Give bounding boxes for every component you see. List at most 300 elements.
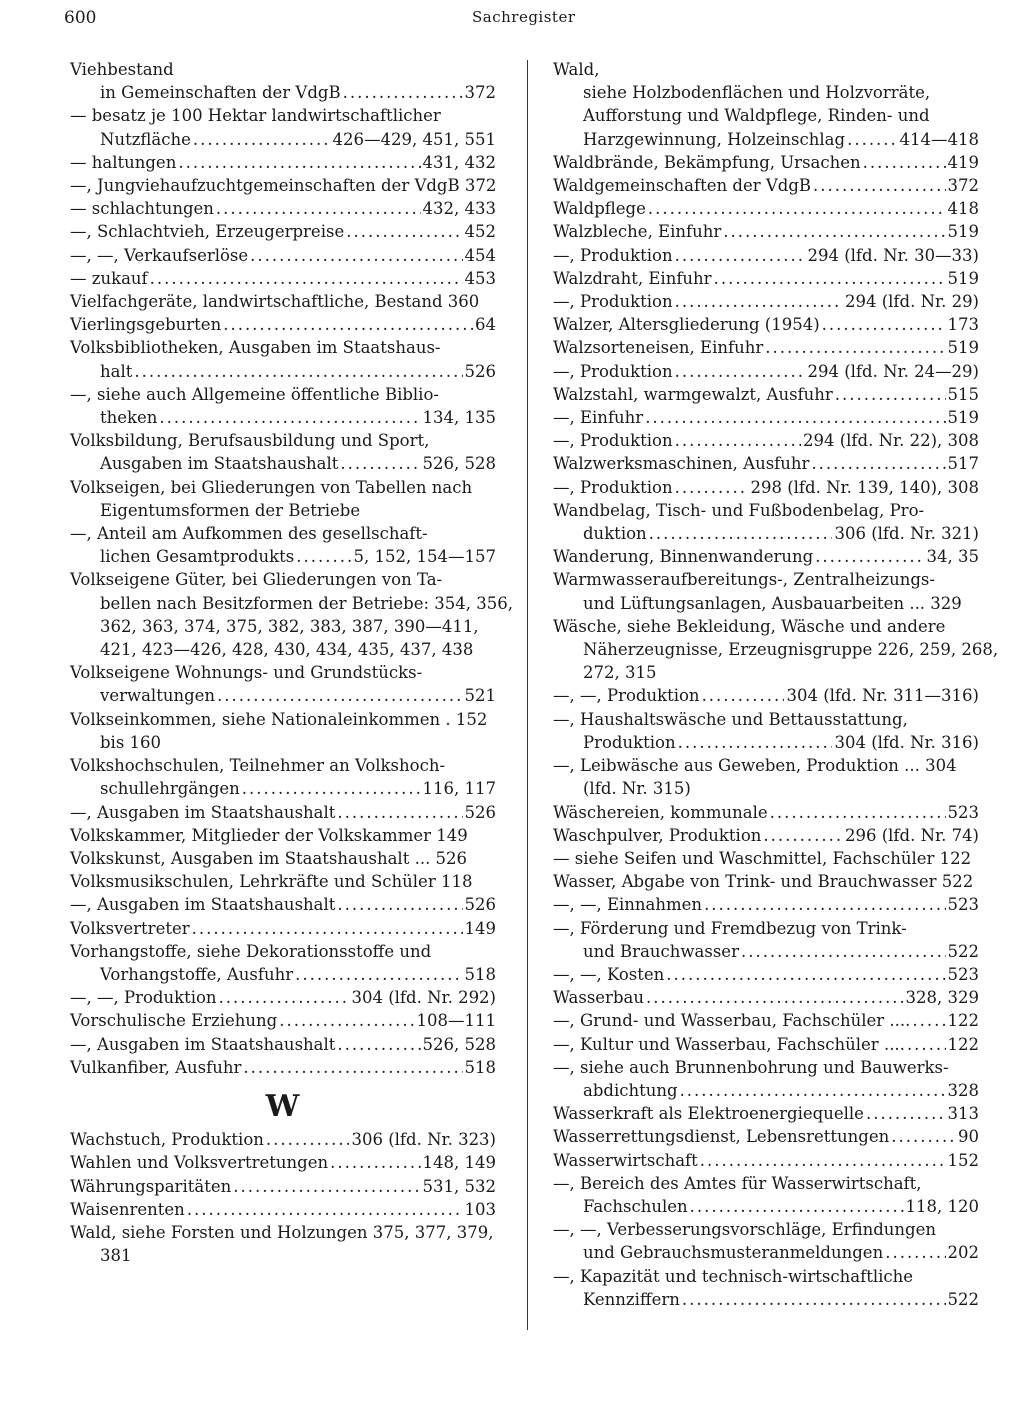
entry-text: Waldbrände, Bekämpfung, Ursachen: [553, 152, 861, 172]
leader-dots: [150, 267, 463, 290]
index-line: [553, 1125, 979, 1148]
index-line: [70, 476, 496, 499]
entry-text: Vorhangstoffe, siehe Dekorationsstoffe und: [70, 941, 432, 961]
index-line: [553, 940, 979, 963]
index-line: [553, 1009, 979, 1032]
index-line: [553, 313, 979, 336]
entry-text: —, —, Produktion: [70, 988, 217, 1008]
entry-text: bis 160: [100, 732, 162, 752]
index-line: [70, 847, 496, 870]
page-reference: 116, 117: [422, 779, 496, 799]
page-reference: 518: [464, 964, 496, 984]
index-line: [70, 917, 496, 940]
leader-dots: [675, 290, 843, 313]
index-entry: [70, 197, 496, 220]
entry-text: Vorschulische Erziehung: [70, 1011, 278, 1031]
index-line: [553, 870, 979, 893]
leader-dots: [337, 893, 462, 916]
entry-text: Volkseigen, bei Gliederungen von Tabellen nach: [70, 477, 473, 497]
index-line: [553, 986, 979, 1009]
entry-text: Eigentumsformen der Betriebe: [100, 500, 361, 520]
index-line: [553, 754, 979, 777]
page-reference: 519: [947, 268, 979, 288]
entry-text: Volkskunst, Ausgaben im Staatshaushalt ... 526: [70, 848, 468, 868]
entry-text: Walzsorteneisen, Einfuhr: [553, 338, 764, 358]
page-reference: 296 (lfd. Nr. 74): [844, 825, 979, 845]
index-line: [70, 615, 496, 638]
leader-dots: [219, 986, 350, 1009]
index-line: [70, 731, 496, 754]
page-reference: 304 (lfd. Nr. 292): [351, 988, 496, 1008]
index-entry: [553, 963, 979, 986]
index-entry: [553, 151, 979, 174]
index-line: [553, 615, 979, 638]
leader-dots: [279, 1009, 414, 1032]
index-line: [70, 313, 496, 336]
index-line: [553, 151, 979, 174]
leader-dots: [296, 545, 351, 568]
entry-text: Wachstuch, Produktion: [70, 1130, 264, 1150]
entry-text: Volkseigene Güter, bei Gliederungen von Ta-: [70, 570, 443, 590]
entry-text: Volkseinkommen, siehe Nationaleinkommen . 152: [70, 709, 488, 729]
index-entry: [553, 476, 979, 499]
index-entry: [70, 847, 496, 870]
index-entry: [70, 476, 496, 522]
entry-text: —, Produktion: [553, 245, 673, 265]
index-line: [553, 244, 979, 267]
leader-dots: [682, 1288, 946, 1311]
leader-dots: [723, 220, 945, 243]
leader-dots: [912, 1009, 945, 1032]
index-entry: [70, 58, 496, 104]
index-line: [553, 847, 979, 870]
index-line: [70, 754, 496, 777]
entry-text: Wasserwirtschaft: [553, 1150, 698, 1170]
index-line: [553, 1149, 979, 1172]
leader-dots: [233, 1175, 420, 1198]
index-line: [70, 383, 496, 406]
entry-text: Volksbibliotheken, Ausgaben im Staatshaus-: [70, 338, 441, 358]
entry-text: —, Kapazität und technisch-wirtschaftliche: [553, 1266, 914, 1286]
index-line: [553, 917, 979, 940]
page-reference: 34, 35: [926, 547, 979, 567]
index-entry: [70, 917, 496, 940]
leader-dots: [763, 824, 843, 847]
entry-text: —, Förderung und Fremdbezug von Trink-: [553, 918, 907, 938]
index-entry: [553, 1125, 979, 1148]
index-line: [70, 963, 496, 986]
page-reference: 522: [947, 1289, 979, 1309]
index-entry: [553, 847, 979, 870]
page-reference: 526, 528: [422, 1034, 496, 1054]
page-reference: 306 (lfd. Nr. 323): [351, 1130, 496, 1150]
index-line: [70, 128, 496, 151]
index-entry: [70, 1151, 496, 1174]
running-head: Sachregister: [472, 8, 576, 26]
index-entry: [70, 244, 496, 267]
index-line: [553, 1102, 979, 1125]
index-line: [553, 174, 979, 197]
index-line: [553, 1265, 979, 1288]
index-line: [553, 545, 979, 568]
entry-text: Volkshochschulen, Teilnehmer an Volkshoch-: [70, 756, 446, 776]
entry-text: Waldpflege: [553, 199, 646, 219]
leader-dots: [192, 917, 463, 940]
index-entry: [553, 383, 979, 406]
page-reference: 313: [947, 1104, 979, 1124]
index-entry: [553, 1149, 979, 1172]
entry-text: Warmwasseraufbereitungs-, Zentralheizungs-: [553, 570, 935, 590]
page-reference: 519: [947, 338, 979, 358]
index-line: [553, 661, 979, 684]
index-line: [70, 1151, 496, 1174]
entry-text: — besatz je 100 Hektar landwirtschaftlicher: [70, 106, 441, 126]
page-reference: 5, 152, 154—157: [353, 547, 496, 567]
index-line: [70, 940, 496, 963]
index-line: [70, 290, 496, 313]
page-reference: 202: [947, 1243, 979, 1263]
entry-text: Währungsparitäten: [70, 1176, 232, 1196]
index-line: [553, 81, 979, 104]
index-entry: [553, 568, 979, 614]
index-entry: [553, 1033, 979, 1056]
page-reference: 523: [947, 895, 979, 915]
index-line: [70, 429, 496, 452]
entry-text: —, Haushaltswäsche und Bettausstattung,: [553, 709, 908, 729]
entry-text: —, Bereich des Amtes für Wasserwirtschaft,: [553, 1173, 922, 1193]
leader-dots: [847, 128, 897, 151]
index-line: [553, 592, 979, 615]
page-reference: 108—111: [416, 1011, 496, 1031]
entry-text: Wäsche, siehe Bekleidung, Wäsche und andere: [553, 616, 946, 636]
index-line: [553, 684, 979, 707]
entry-text: —, Jungviehaufzuchtgemeinschaften der VdgB 372: [70, 176, 497, 196]
leader-dots: [646, 986, 904, 1009]
entry-text: —, Kultur und Wasserbau, Fachschüler ....: [553, 1034, 905, 1054]
page-reference: 149: [464, 918, 496, 938]
index-entry: [553, 893, 979, 916]
entry-text: Wasserrettungsdienst, Lebensrettungen: [553, 1127, 890, 1147]
leader-dots: [216, 197, 421, 220]
index-line: [553, 963, 979, 986]
index-line: [70, 104, 496, 127]
leader-dots: [217, 684, 462, 707]
index-line: [70, 220, 496, 243]
entry-text: Walzwerksmaschinen, Ausfuhr: [553, 454, 810, 474]
page-reference: 521: [464, 686, 496, 706]
page-reference: 523: [947, 964, 979, 984]
column-divider: [527, 60, 528, 1330]
index-entry: [553, 1218, 979, 1264]
page-reference: 419: [947, 152, 979, 172]
leader-dots: [193, 128, 331, 151]
index-line: [553, 1056, 979, 1079]
index-line: [70, 151, 496, 174]
entry-text: 272, 315: [583, 663, 657, 683]
index-line: [553, 1033, 979, 1056]
page-reference: 64: [475, 315, 496, 335]
index-line: [70, 1033, 496, 1056]
index-line: [553, 1288, 979, 1311]
index-entry: [70, 1033, 496, 1056]
index-line: [553, 104, 979, 127]
entry-text: Volkseigene Wohnungs- und Grundstücks-: [70, 663, 423, 683]
index-line: [553, 1172, 979, 1195]
index-list-w-continued: [553, 58, 999, 1311]
entry-text: duktion: [583, 524, 647, 544]
leader-dots: [885, 1241, 945, 1264]
entry-text: — schlachtungen: [70, 199, 214, 219]
index-line: [70, 1128, 496, 1151]
entry-text: —, Produktion: [553, 361, 673, 381]
leader-dots: [223, 313, 473, 336]
page-reference: 304 (lfd. Nr. 311—316): [786, 686, 979, 706]
leader-dots: [765, 336, 945, 359]
entry-text: —, —, Einnahmen: [553, 895, 703, 915]
index-line: [553, 1218, 979, 1241]
page-reference: 526: [464, 802, 496, 822]
index-list-v: [70, 58, 514, 1079]
leader-dots: [675, 476, 749, 499]
index-entry: [553, 499, 979, 545]
entry-text: Waschpulver, Produktion: [553, 825, 762, 845]
leader-dots: [863, 151, 946, 174]
index-entry: [70, 661, 496, 707]
page-reference: 372: [947, 176, 979, 196]
index-entry: [70, 986, 496, 1009]
entry-text: abdichtung: [583, 1080, 678, 1100]
entry-text: Vorhangstoffe, Ausfuhr: [100, 964, 294, 984]
leader-dots: [815, 545, 924, 568]
page-reference: 328, 329: [905, 988, 979, 1008]
page-reference: 531, 532: [422, 1176, 496, 1196]
index-entry: [553, 708, 979, 754]
index-line: [553, 360, 979, 383]
leader-dots: [835, 383, 946, 406]
leader-dots: [187, 1198, 463, 1221]
index-column-right: [553, 58, 999, 1311]
index-line: [70, 267, 496, 290]
index-line: [553, 128, 979, 151]
entry-text: —, Ausgaben im Staatshaushalt: [70, 802, 336, 822]
index-line: [553, 708, 979, 731]
leader-dots: [295, 963, 462, 986]
index-list-w: [70, 1128, 496, 1267]
entry-text: siehe Holzbodenflächen und Holzvorräte,: [583, 83, 931, 103]
index-line: [553, 1195, 979, 1218]
index-line: [70, 58, 496, 81]
index-entry: [553, 1009, 979, 1032]
index-line: [70, 824, 496, 847]
entry-text: Wald,: [553, 60, 600, 79]
index-line: [553, 893, 979, 916]
entry-text: —, Schlachtvieh, Erzeugerpreise: [70, 222, 345, 242]
page-reference: 526, 528: [422, 454, 496, 474]
index-entry: [553, 58, 979, 151]
index-line: [70, 1198, 496, 1221]
index-entry: [70, 893, 496, 916]
index-line: [553, 777, 979, 800]
entry-text: Waldgemeinschaften der VdgB: [553, 176, 812, 196]
entry-text: Wasserkraft als Elektroenergiequelle: [553, 1104, 864, 1124]
leader-dots: [714, 267, 946, 290]
index-line: [70, 708, 496, 731]
entry-text: Wäschereien, kommunale: [553, 802, 768, 822]
leader-dots: [250, 244, 462, 267]
leader-dots: [811, 452, 945, 475]
entry-text: Walzbleche, Einfuhr: [553, 222, 722, 242]
entry-text: bellen nach Besitzformen der Betriebe: 354, 356,: [100, 593, 514, 613]
index-entry: [70, 151, 496, 174]
entry-text: 381: [100, 1246, 132, 1266]
index-entry: [70, 801, 496, 824]
index-line: [70, 568, 496, 591]
page-reference: 152: [947, 1150, 979, 1170]
entry-text: —, —, Verbesserungsvorschläge, Erfindungen: [553, 1220, 936, 1240]
index-entry: [553, 801, 979, 824]
index-line: [70, 197, 496, 220]
leader-dots: [690, 1195, 904, 1218]
index-entry: [70, 174, 496, 197]
index-line: [553, 1241, 979, 1264]
page-reference: 454: [464, 245, 496, 265]
index-entry: [70, 267, 496, 290]
entry-text: in Gemeinschaften der VdgB: [100, 83, 341, 103]
entry-text: Volksmusikschulen, Lehrkräfte und Schüler 118: [70, 872, 473, 892]
index-line: [70, 801, 496, 824]
entry-text: Volksbildung, Berufsausbildung und Sport,: [70, 431, 430, 451]
page-number: 600: [64, 8, 97, 28]
entry-text: theken: [100, 408, 158, 428]
index-line: [553, 731, 979, 754]
entry-text: —, Leibwäsche aus Geweben, Produktion ... 304: [553, 756, 957, 776]
leader-dots: [741, 940, 946, 963]
page-reference: 414—418: [899, 129, 979, 149]
entry-text: und Lüftungsanlagen, Ausbauarbeiten ... 329: [583, 593, 962, 613]
entry-text: Fachschulen: [583, 1196, 688, 1216]
index-line: [70, 1056, 496, 1079]
entry-text: Vielfachgeräte, landwirtschaftliche, Bestand 360: [70, 292, 480, 312]
entry-text: Walzstahl, warmgewalzt, Ausfuhr: [553, 384, 833, 404]
index-entry: [70, 220, 496, 243]
entry-text: Wald, siehe Forsten und Holzungen 375, 377, 379,: [70, 1222, 494, 1242]
leader-dots: [675, 244, 806, 267]
index-line: [70, 336, 496, 359]
entry-text: Ausgaben im Staatshaushalt: [100, 454, 339, 474]
leader-dots: [678, 731, 833, 754]
index-line: [70, 244, 496, 267]
entry-text: —, siehe auch Brunnenbohrung und Bauwerks-: [553, 1057, 949, 1077]
page-reference: 426—429, 451, 551: [332, 129, 496, 149]
page-reference: 294 (lfd. Nr. 24—29): [807, 361, 979, 381]
index-entry: [70, 290, 496, 313]
page-reference: 134, 135: [422, 408, 496, 428]
index-entry: [70, 522, 496, 568]
index-line: [70, 777, 496, 800]
entry-text: —, —, Verkaufserlöse: [70, 245, 249, 265]
leader-dots: [178, 151, 420, 174]
index-entry: [553, 684, 979, 707]
index-entry: [70, 429, 496, 475]
page-reference: 526: [464, 361, 496, 381]
index-entry: [553, 313, 979, 336]
index-line: [70, 499, 496, 522]
page-reference: 432, 433: [422, 199, 496, 219]
page-reference: 522: [947, 941, 979, 961]
page-reference: 519: [947, 408, 979, 428]
index-entry: [70, 1009, 496, 1032]
entry-text: halt: [100, 361, 133, 381]
index-entry: [70, 1221, 496, 1267]
entry-text: verwaltungen: [100, 686, 216, 706]
page-reference: 518: [464, 1057, 496, 1077]
index-entry: [553, 197, 979, 220]
leader-dots: [822, 313, 946, 336]
entry-text: —, Produktion: [553, 292, 673, 312]
leader-dots: [340, 452, 420, 475]
index-line: [553, 452, 979, 475]
page-reference: 452: [464, 222, 496, 242]
index-line: [70, 592, 514, 615]
index-entry: [553, 870, 979, 893]
entry-text: Volkskammer, Mitglieder der Volkskammer 149: [70, 825, 468, 845]
leader-dots: [648, 197, 946, 220]
index-entry: [553, 336, 979, 359]
entry-text: —, —, Kosten: [553, 964, 665, 984]
leader-dots: [770, 801, 946, 824]
page-reference: 515: [947, 384, 979, 404]
leader-dots: [159, 406, 420, 429]
entry-text: 362, 363, 374, 375, 382, 383, 387, 390—411,: [100, 616, 479, 636]
leader-dots: [866, 1102, 946, 1125]
index-entry: [553, 244, 979, 267]
page-reference: 148, 149: [422, 1153, 496, 1173]
leader-dots: [702, 684, 785, 707]
index-entry: [70, 824, 496, 847]
leader-dots: [675, 429, 801, 452]
index-entry: [553, 174, 979, 197]
index-entry: [553, 360, 979, 383]
entry-text: Harzgewinnung, Holzeinschlag: [583, 129, 846, 149]
index-line: [553, 824, 979, 847]
index-entry: [553, 1102, 979, 1125]
index-line: [553, 406, 979, 429]
index-entry: [553, 1056, 979, 1102]
index-entry: [553, 1172, 979, 1218]
index-line: [553, 1079, 979, 1102]
index-entry: [553, 754, 979, 800]
leader-dots: [700, 1149, 946, 1172]
entry-text: Vulkanfiber, Ausfuhr: [70, 1057, 242, 1077]
page-reference: 122: [947, 1034, 979, 1054]
index-entry: [553, 615, 999, 685]
index-line: [70, 360, 496, 383]
leader-dots: [337, 1033, 420, 1056]
entry-text: schullehrgängen: [100, 779, 240, 799]
index-line: [553, 429, 979, 452]
index-entry: [553, 917, 979, 963]
index-line: [553, 638, 999, 661]
entry-text: —, Einfuhr: [553, 408, 644, 428]
index-line: [553, 336, 979, 359]
index-entry: [70, 940, 496, 986]
index-line: [70, 81, 496, 104]
index-line: [553, 58, 979, 81]
leader-dots: [266, 1128, 350, 1151]
entry-text: — haltungen: [70, 152, 177, 172]
index-line: [553, 267, 979, 290]
index-column-left: [70, 58, 514, 1267]
